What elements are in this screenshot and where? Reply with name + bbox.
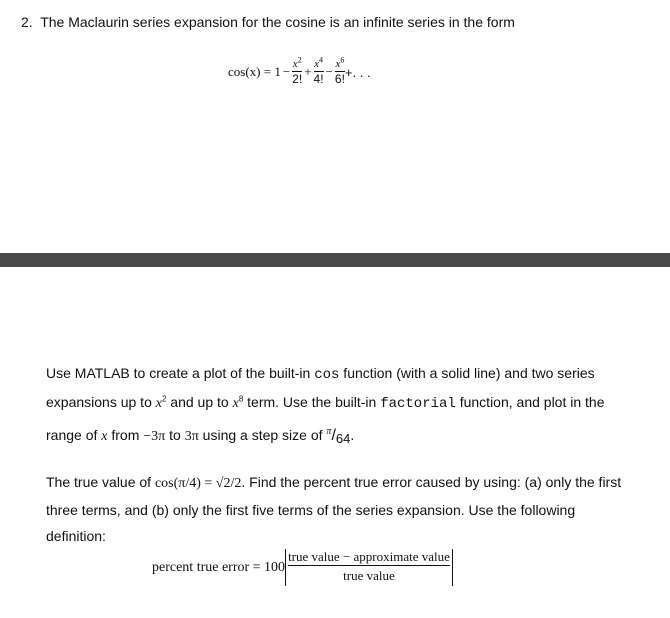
term-2-var: x [314, 58, 319, 70]
term-2-den: 4! [313, 72, 324, 86]
percent-error-definition [152, 549, 453, 586]
term-2-op: + [304, 64, 312, 79]
code-cos: cos [314, 367, 340, 383]
definition-denominator: true value [343, 568, 395, 583]
step-size: $^\pi$/64 [326, 426, 351, 446]
question-text: The Maclaurin series expansion for the cosine is an infinite series in the form [40, 14, 515, 30]
term-2-fraction [313, 55, 324, 86]
term-3-power: 6 [340, 55, 345, 65]
definition-lhs: percent true error = 100 [152, 559, 286, 575]
term-1-power: 2 [297, 55, 302, 65]
term-3-den: 6! [334, 72, 345, 86]
true-value-paragraph: The true value of cos(π/4) = √2/2. Find the percent true error caused by using: (a) only the first three terms, and (b) only the first five terms of the series expansion. Use the following definition: [46, 474, 622, 544]
absolute-value-fraction [285, 549, 453, 586]
series-tail: +. . . [344, 64, 371, 80]
term-3-op: − [325, 64, 333, 79]
term-3-var: x [335, 58, 341, 70]
term-1-fraction [292, 55, 303, 86]
definition-numerator: true value − approximate value [288, 549, 450, 564]
term-1-var: x [292, 58, 298, 70]
maclaurin-series-equation [228, 55, 371, 86]
term-1-den: 2! [292, 72, 303, 86]
term-3-fraction [334, 55, 345, 86]
series-lhs: cos(x) = 1 [228, 64, 281, 79]
term-2-power: 4 [318, 55, 323, 65]
question-heading [21, 14, 515, 30]
true-value-expression: cos(π/4) = √2/2 [154, 476, 242, 491]
range-low: −3π [143, 429, 166, 444]
range-high: 3π [184, 429, 199, 444]
task-paragraph: Use MATLAB to create a plot of the built-in cos function (with a solid line) and two series expansions up to $x^2$ and up to $x^8$ term. Use the built-in factorial function, and plot in the range of x from −3π to 3π using a step size of $^\pi$/64. [46, 365, 605, 446]
section-divider [0, 253, 670, 267]
term-1-op: − [282, 64, 291, 79]
code-factorial: factorial [380, 396, 456, 412]
question-number: 2. [21, 14, 33, 30]
